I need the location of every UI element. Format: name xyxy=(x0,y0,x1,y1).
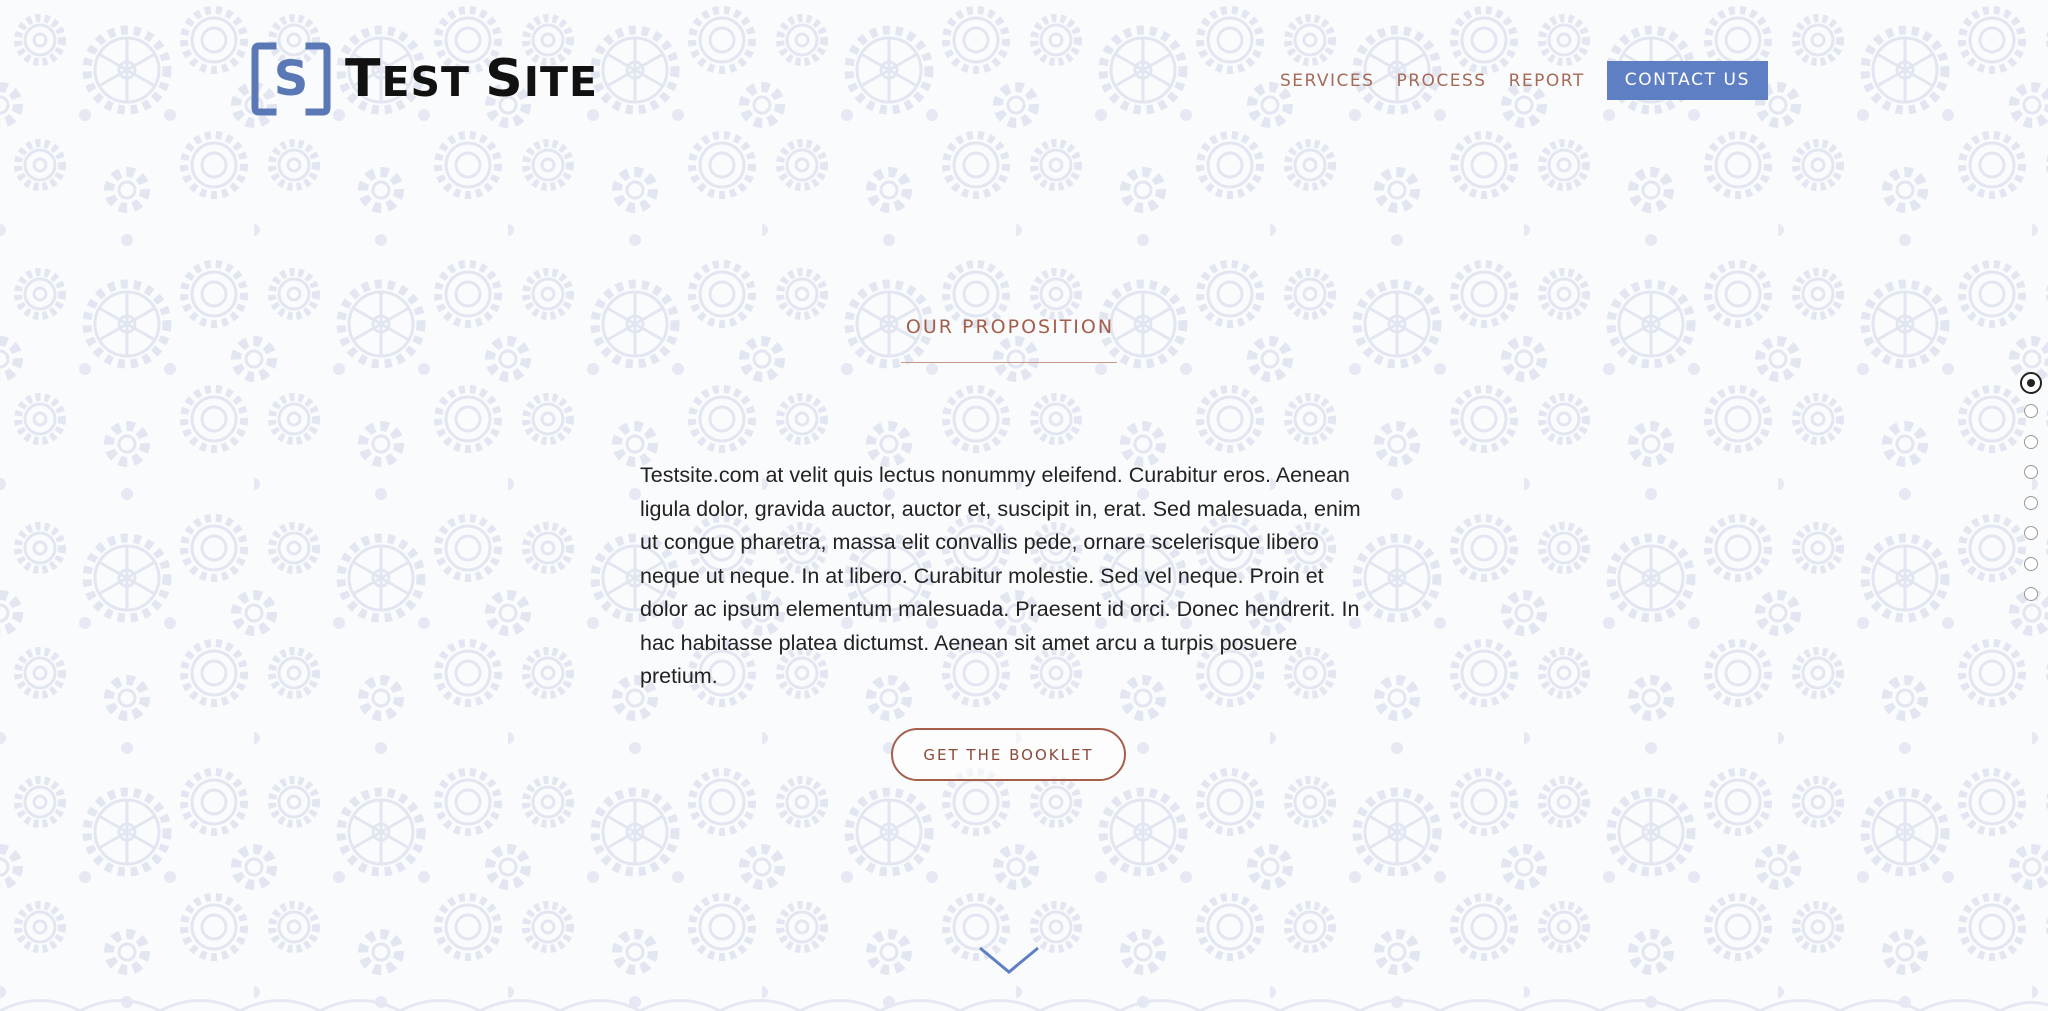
site-name-part: ITE xyxy=(523,58,598,106)
site-name-part: S xyxy=(485,49,524,109)
section-dot-5[interactable] xyxy=(2024,496,2038,510)
proposition-text: Testsite.com at velit quis lectus nonummy eleifend. Curabitur eros. Aenean ligula dolor, gravida auctor, auctor et, suscipit in, erat. Sed malesuada, enim ut congue pharetra, massa elit convallis pede, ornare scelerisque libero neque ut neque. In at libero. Curabitur molestie. Sed vel neque. Proin et dolor ac ipsum elementum malesuada. Praesent id orci. Donec hendrerit. In hac habitasse platea dictumst. Aenean sit amet arcu a turpis posuere pretium. xyxy=(640,463,1361,688)
nav-link-services[interactable]: SERVICES xyxy=(1279,70,1375,91)
chevron-down-icon[interactable] xyxy=(978,944,1040,976)
section-dot-1[interactable] xyxy=(2020,372,2042,394)
contact-us-button[interactable]: CONTACT US xyxy=(1607,61,1768,100)
section-dot-6[interactable] xyxy=(2024,526,2038,540)
section-title: OUR PROPOSITION xyxy=(905,316,1115,338)
section-dots-nav xyxy=(2020,372,2042,618)
nav-link-report[interactable]: REPORT xyxy=(1508,70,1585,91)
section-dot-4[interactable] xyxy=(2024,465,2038,479)
section-dot-2[interactable] xyxy=(2024,404,2038,418)
site-logo[interactable] xyxy=(251,42,598,116)
section-dot-3[interactable] xyxy=(2024,435,2038,449)
section-dot-8[interactable] xyxy=(2024,587,2038,601)
site-name xyxy=(345,49,598,109)
main-nav xyxy=(1258,61,1768,100)
site-name-part: T xyxy=(345,49,382,109)
get-the-booklet-button[interactable]: GET THE BOOKLET xyxy=(891,728,1126,781)
logo-letter: S xyxy=(273,51,309,107)
section-dot-7[interactable] xyxy=(2024,557,2038,571)
bracket-s-logo-icon xyxy=(251,42,331,116)
site-name-part: EST xyxy=(381,58,486,106)
title-divider xyxy=(901,362,1117,363)
nav-link-process[interactable]: PROCESS xyxy=(1396,70,1487,91)
